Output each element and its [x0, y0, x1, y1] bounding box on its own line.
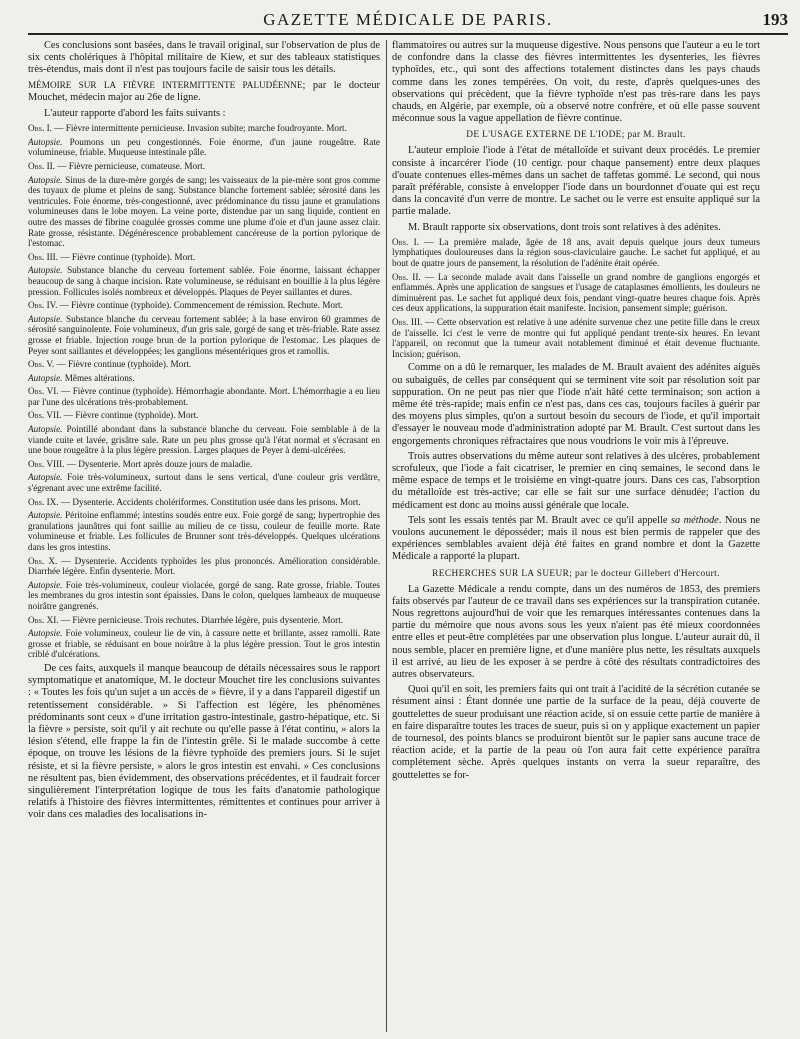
obs-text: — Fièvre pernicieuse, comateuse. Mort. — [54, 161, 205, 171]
obs-text: — Fièvre continue (typhoïde). Mort. — [58, 251, 196, 262]
autopsy-item — [28, 175, 380, 249]
observation-item — [28, 410, 380, 421]
obs-label: Obs. XI. — [28, 614, 59, 625]
obs-text: — Dysenterie. Accidents cholériformes. Constitution usée dans les prisons. Mort. — [58, 496, 361, 507]
autopsy-item — [28, 424, 380, 456]
observation-item — [392, 237, 760, 269]
journal-title: GAZETTE MÉDICALE DE PARIS. — [263, 10, 553, 29]
page-number: 193 — [762, 10, 788, 29]
obs-text: — Fièvre continue (typhoïde). Mort. — [54, 359, 192, 370]
obs-text: — Cette observation est relative à une adénite survenue chez une petite fille dans le creux de l'aisselle. Ici c'est le verre de montre qui fut appliqué pendant trente-six heures. En levant l'appareil, on reconnut que la tumeur avait notablement diminué et était devenue fluctuante. Incision; guérison. — [392, 317, 760, 359]
obs-label: Obs. IV. — [28, 300, 58, 311]
iode-paragraph-3: Comme on a dû le remarquer, les malades de M. Brault avaient des adénites aiguës ou subaiguës, de celles par conséquent qui se terminent vite soit par résolution soit par suppuration. On ne peut pas nier que l'iode n'ait hâté cette terminaison; son action a même été très-rapide; mais enfin ce n'est pas, dans ces cas, toujours faciles à guérir par des moyens plus simples, qu'on a surtout besoin du secours de l'iode, et qu'il importait d'essayer le nouveau mode d'administration adopté par M. Brault. C'est surtout dans les engorgements chroniques réfractaires que nous voudrions le voir mis à l'épreuve. — [392, 362, 760, 447]
autopsy-text: Foie volumineux, couleur lie de vin, à cassure nette et brillante, assez ramolli. Rate grosse et friable, se réduisant en boue noirâtre à la plus légère pression. Tout le gros intestin criblé d'ulcérations. — [28, 628, 380, 660]
sueur-paragraph-2: Quoi qu'il en soit, les premiers faits qui ont trait à l'acidité de la sécrétion cutanée se résument ainsi : Étant donnée une partie de la surface de la peau, déjà couverte de gouttelettes de sueur produisant une réaction acide, si on essuie cette partie de manière à en faire disparaître toutes les traces de sueur, puis si on y applique exactement un papier de tournesol, des points blancs se produiront bientôt sur le papier sans aucune trace de réaction acide, et la partie de la peau où l'on aura fait cette expérience paraîtra complétement sèche. Après quelques instants on verra la sueur reparaître, des gouttelettes se for- — [392, 684, 760, 781]
obs-text: — La première malade, âgée de 18 ans, avait depuis quelque jours deux tumeurs lymphatiques douloureuses dans la région sous-claviculaire gauche. Le sachet fut appliqué, et au bout de quatre jours de pansement, la résolution de l'adénite était opérée. — [392, 236, 760, 269]
autopsy-label: Autopsie. — [28, 265, 63, 276]
obs-text: — Fièvre continue (typhoïde). Commencement de rémission. Rechute. Mort. — [57, 300, 343, 311]
left-column — [28, 40, 380, 1032]
autopsy-label: Autopsie. — [28, 628, 63, 639]
autopsy-item — [28, 580, 380, 612]
observation-item — [392, 272, 760, 314]
obs-label: Obs. I. — [392, 236, 419, 247]
autopsy-text: Sinus de la dure-mère gorgés de sang; les vaisseaux de la pie-mère sont gros comme des tuyaux de plume et pleins de sang. Substance blanche fortement sablée; sérosité dans les ventricules. Foie énorme, très-congestionné, avec prédominance du tissu jaune et granulations volumineuses dans le lobe moyen. La veine porte, distendue par un sang liquide, contient en outre des masses de fibrine coagulée grosses comme une plume d'oie et d'un jaune assez clair. Rate grosse, résistante. Dégénérescence probablement cancéreuse de la portion pylorique de l'estomac. — [28, 174, 380, 249]
autopsy-label: Autopsie. — [28, 372, 63, 383]
obs-text: — Fièvre continue (typhoïde). Hémorrhagie abondante. Mort. L'hémorrhagie a eu lieu par l'une des ulcérations très-probablement. — [28, 386, 380, 407]
observations-list — [28, 123, 380, 660]
obs-label: Obs. IX. — [28, 496, 59, 507]
obs-label: Obs. I. — [28, 123, 52, 134]
iode-author: ; par M. Brault. — [621, 130, 686, 141]
observation-item — [28, 123, 380, 134]
sueur-heading — [392, 568, 760, 580]
autopsy-text: Poumons un peu congestionnés. Foie énorme, d'un jaune rougeâtre. Rate volumineuse, friable. Muqueuse intestinale pâle. — [28, 136, 380, 158]
autopsy-item — [28, 510, 380, 552]
observation-item — [28, 386, 380, 407]
autopsy-label: Autopsie. — [28, 472, 63, 483]
autopsy-label: Autopsie. — [28, 424, 63, 435]
obs-label: Obs. II. — [28, 161, 55, 171]
iode-paragraph-5 — [392, 515, 760, 564]
observation-item — [28, 459, 380, 470]
autopsy-label: Autopsie. — [28, 174, 63, 185]
obs-text: — Dysenterie. Accidents typhoïdes les plus prononcés. Amélioration considérable. Diarrhée légère. Enfin dysenterie. Mort. — [28, 555, 380, 577]
autopsy-label: Autopsie. — [28, 579, 63, 590]
iode-heading — [392, 129, 760, 141]
obs-text: — Fièvre continue (typhoïde). Mort. — [61, 410, 199, 421]
iode-title: DE L'USAGE EXTERNE DE L'IODE — [466, 130, 622, 141]
intro-paragraph: Ces conclusions sont basées, dans le travail original, sur l'observation de plus de six cents cholériques à l'hôpital militaire de Kiew, et sur des tableaux statistiques très-étendus, mais dont il n'est pas toujours facile de saisir tous les détails. — [28, 40, 380, 76]
iode-paragraph-1: L'auteur emploie l'iode à l'état de métalloïde et suivant deux procédés. Le premier consiste à incarcérer l'iode (10 centigr. pour chaque pansement) entre deux plaques d'ouate contenues elles-mêmes dans un sachet de taffetas gommé. Le second, qui nous paraît préférable, consiste à envelopper l'iode dans un bourdonnet d'ouate qui est reçu dans la concavité d'un verre de montre. Le sachet ou le verre est ensuite appliqué sur la partie malade. — [392, 145, 760, 218]
obs-label: Obs. VIII. — [28, 458, 65, 469]
sueur-paragraph-1: La Gazette Médicale a rendu compte, dans un des numéros de 1853, des premiers faits observés par l'auteur de ce travail dans ses expériences sur la transpiration cutanée. Nous regrettons aujourd'hui de voir que les remarques intéressantes contenues dans la partie du mémoire que nous avons sous les yeux n'aient pas été mieux coordonnées entre elles et peut-être complétées par une observation plus longue. L'auteur aurait dû, il nous semble, placer en première ligne, et d'une manière plus nette, les résultats auxquels il est arrivé, au lieu de les exposer à se perdre à côté des résultats contradictoires des autres observateurs. — [392, 583, 760, 681]
memoire-title: MÉMOIRE SUR LA FIÈVRE INTERMITTENTE PALUDÉENNE — [28, 79, 303, 90]
obs-label: Obs. III. — [392, 317, 423, 327]
observation-item — [28, 252, 380, 263]
continuation-paragraph: flammatoires ou autres sur la muqueuse digestive. Nous pensons que l'auteur a eu le tort de confondre dans la classe des fièvres intermittentes les dysenteries, les fièvres typhoïdes, etc., qui sont des affections totalement distinctes dans les pays chauds comme dans les zones tempérées. On voit, du reste, d'après quelques-unes des observations qui précèdent, que la fièvre typhoïde n'est pas très-rare dans les pays chauds, en Algérie, par exemple, où a observé notre confrère, et où elle passe souvent méconnue sous la vague appellation de fièvre continue. — [392, 40, 760, 125]
autopsy-text: Substance blanche du cerveau fortement sablée. Foie énorme, laissant échapper beaucoup de sang à chaque incision. Rate volumineuse, se réduisant en bouillie à la plus légère pression. Follicules isolés nombreux et développés. Plaques de Peyer saillantes et dures. — [28, 265, 380, 297]
memoire-author: ; par le docteur Mouchet, médecin major au 26e de ligne. — [28, 79, 380, 103]
autopsy-item — [28, 472, 380, 493]
obs-text: — Dysenterie. Mort après douze jours de maladie. — [64, 458, 253, 469]
autopsy-text: Pointillé abondant dans la substance blanche du cerveau. Foie semblable à de la viande cuite et lavée, grisâtre sale. Rate un peu plus grosse qu'à l'état normal et s'écrasant en une boue rougeâtre à la plus légère pression. Larges plaques de Peyer à demi-ulcérées. — [28, 424, 380, 456]
autopsy-label: Autopsie. — [28, 136, 63, 147]
autopsy-text: Foie très-volumineux, couleur violacée, gorgé de sang. Rate grosse, friable. Toutes les membranes du gros intestin sont épaissies. Dans le colon, quelques lambeaux de muqueuse noirâtre gangrenés. — [28, 579, 380, 611]
conclusion-paragraph: De ces faits, auxquels il manque beaucoup de détails nécessaires sous le rapport symptomatique et anatomique, M. le docteur Mouchet tire les conclusions suivantes : « Toutes les fois qu'un sujet a un accès de » fièvre, il y a dans l'appareil digestif un retentissement considérable. » Si l'affection est légère, les phénomènes prédominants sont ceux » d'une irritation gastro-intestinale, gastro-hépatique, etc. Si la fièvre » persiste, soit qu'il y ait rechute ou qu'elle passe à l'état continu, » alors la lésion s'étend, elle frappe la fin de l'intestin grêle. Si le malade succombe à cette époque, on trouve les lésions de la fièvre typhoïde des premiers jours. Si le sujet résiste, et si la fièvre persiste, » alors le gros intestin est envahi. » Ces conclusions ne résultent pas, bien évidemment, des observations précédentes, et il faudrait forcer singulièrement l'interprétation logique de tous les faits d'anatomie pathologique relatifs à l'histoire des fièvres intermittentes, rémittentes et continues pour arriver à voir dans ces maladies des localisations in- — [28, 662, 380, 821]
autopsy-item — [28, 137, 380, 158]
observation-item — [28, 615, 380, 626]
obs-label: Obs. III. — [28, 251, 59, 262]
autopsy-item — [28, 265, 380, 297]
autopsy-item — [28, 628, 380, 660]
autopsy-label: Autopsie. — [28, 510, 63, 521]
autopsy-text: Mêmes altérations. — [62, 372, 135, 383]
obs-label: Obs. VI. — [28, 386, 59, 397]
obs-label: Obs. II. — [392, 271, 421, 282]
obs-text: — La seconde malade avait dans l'aisselle un grand nombre de ganglions engorgés et enflammés. Après une application de sangsues et l'usage de cataplasmes émollients, les douleurs ne diminuèrent pas. Le sachet fut appliqué deux fois, pendant vingt-quatre heures chaque fois. Après ces deux applications, la suppuration était manifeste. Incision, pansement simple; guérison. — [392, 271, 760, 314]
obs-label: Obs. X. — [28, 555, 58, 566]
obs-label: Obs. V. — [28, 359, 55, 370]
autopsy-text: Péritoine enflammé; intestins soudés entre eux. Foie gorgé de sang; hypertrophie des granulations jaunâtres qui font saillie au milieu de ce tissu, couleur de feuille morte. Rate volumineuse et friable. Les follicules de Brunner sont très-développés. Quelques ulcérations dans les gros intestins. — [28, 510, 380, 552]
observation-item — [28, 556, 380, 577]
iode-paragraph-2: M. Brault rapporte six observations, dont trois sont relatives à des adénites. — [408, 221, 721, 233]
autopsy-text: Foie très-volumineux, surtout dans le sens vertical, d'une couleur gris verdâtre, s'égrenant avec une extrême facilité. — [28, 472, 380, 494]
memoire-heading — [28, 80, 380, 104]
column-divider — [386, 40, 387, 1032]
sueur-title: RECHERCHES SUR LA SUEUR — [432, 568, 570, 579]
obs-text: — Fièvre intermittente pernicieuse. Invasion subite; marche foudroyante. Mort. — [51, 123, 347, 134]
observation-item — [28, 497, 380, 508]
iode-p5-start: Tels sont les essais tentés par M. Brault avec ce qu'il appelle — [408, 514, 671, 526]
autopsy-item — [28, 373, 380, 384]
iode-paragraph-4: Trois autres observations du même auteur sont relatives à des ulcères, probablement scrofuleux, que l'iode a fait cicatriser, le premier en cinq semaines, le second dans le même espace de temps et le troisième en vingt-quatre jours. Dans ces cas, l'absorption du métalloïde est très-active; car elle se fait sur une surface dénudée; l'action du médicament est donc au moins aussi générale que locale. — [392, 450, 760, 511]
autopsy-label: Autopsie. — [28, 313, 63, 324]
obs-text: — Fièvre pernicieuse. Trois rechutes. Diarrhée légère, puis dysenterie. Mort. — [58, 614, 344, 625]
page-header — [28, 9, 788, 35]
iode-observations — [392, 237, 760, 360]
obs-label: Obs. VII. — [28, 410, 62, 421]
right-column — [392, 40, 760, 1032]
observation-item — [28, 359, 380, 370]
lead-sentence: L'auteur rapporte d'abord les faits suivants : — [44, 108, 226, 120]
observation-item — [392, 317, 760, 359]
observation-item — [28, 161, 380, 172]
autopsy-text: Substance blanche du cerveau fortement sablée; à la base environ 60 grammes de sérosité sanguinolente. Foie volumineux, d'un gris sale, gorgé de sang et très-friable. Rate assez grosse et friable. Injection rouge brun de la portion pylorique de l'estomac. Les plaques de Peyer sont saillantes et développées; les ganglions mésentériques gros et ramollis. — [28, 313, 380, 356]
sueur-author: ; par le docteur Gillebert d'Hercourt. — [569, 568, 720, 579]
iode-p5-emphasis: sa méthode — [670, 514, 719, 526]
iode-p5-end: . Nous ne voulons aucunement le déposséder; mais il nous est bien permis de rappeler que des expériences semblables avaient déjà été faites en grand nombre et dont la Gazette Médicale a rapporté la plupart. — [392, 514, 760, 563]
observation-item — [28, 300, 380, 311]
autopsy-item — [28, 314, 380, 356]
